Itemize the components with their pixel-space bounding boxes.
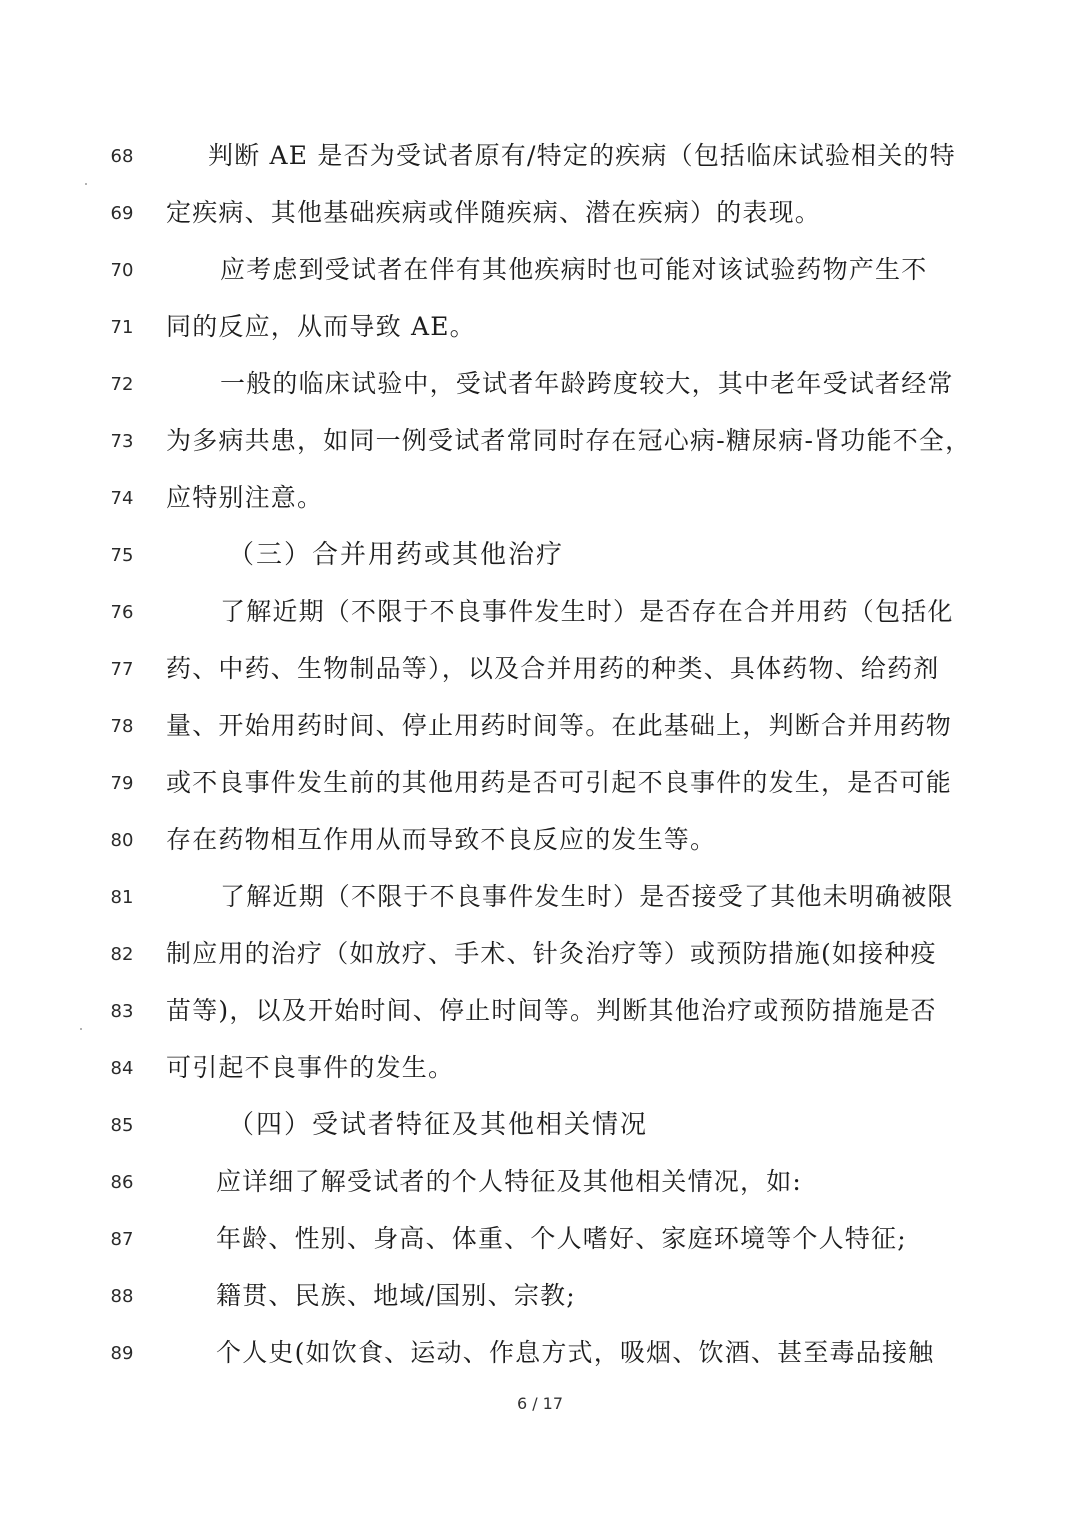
line-88 [0,1276,1080,1316]
line-number: 77 [110,659,134,680]
section-heading: （三）合并用药或其他治疗 [228,540,565,570]
line-number: 78 [110,716,134,737]
section-heading: （四）受试者特征及其他相关情况 [228,1110,649,1140]
line-number: 74 [110,488,134,509]
line-number: 70 [110,260,134,281]
line-text: 应详细了解受试者的个人特征及其他相关情况，如: [216,1167,803,1196]
line-number: 75 [110,545,134,566]
line-number: 87 [110,1229,134,1250]
line-text: 制应用的治疗（如放疗、手术、针灸治疗等）或预防措施(如接种疫 [166,939,937,968]
line-79 [0,763,1080,803]
line-number: 69 [110,203,134,224]
line-number: 83 [110,1001,134,1022]
line-69 [0,193,1080,233]
line-text: 定疾病、其他基础疾病或伴随疾病、潜在疾病）的表现。 [166,198,822,227]
line-77 [0,649,1080,689]
line-71 [0,307,1080,347]
line-text: 同的反应，从而导致 AE。 [166,312,476,341]
line-83 [0,991,1080,1031]
line-number: 85 [110,1115,134,1136]
line-text: 药、中药、生物制品等），以及合并用药的种类、具体药物、给药剂 [166,654,940,683]
line-text: 应考虑到受试者在伴有其他疾病时也可能对该试验药物产生不 [220,255,928,284]
line-85-section-heading [0,1105,1080,1145]
scan-speck [80,1028,82,1030]
line-number: 88 [110,1286,134,1307]
line-text: 年龄、性别、身高、体重、个人嗜好、家庭环境等个人特征; [216,1224,907,1253]
line-number: 76 [110,602,134,623]
line-number: 72 [110,374,134,395]
line-text: 应特别注意。 [166,483,324,512]
scan-speck [85,183,87,185]
line-75-section-heading [0,535,1080,575]
line-70 [0,250,1080,290]
line-84 [0,1048,1080,1088]
line-text: 判断 AE 是否为受试者原有/特定的疾病（包括临床试验相关的特 [208,141,956,170]
line-86 [0,1162,1080,1202]
line-89 [0,1333,1080,1373]
line-76 [0,592,1080,632]
line-number: 71 [110,317,134,338]
line-text: 存在药物相互作用从而导致不良反应的发生等。 [166,825,717,854]
line-text: 了解近期（不限于不良事件发生时）是否存在合并用药（包括化 [220,597,954,626]
line-text: 为多病共患，如同一例受试者常同时存在冠心病-糖尿病-肾功能不全， [166,426,972,455]
line-number: 82 [110,944,134,965]
line-number: 86 [110,1172,134,1193]
line-78 [0,706,1080,746]
line-87 [0,1219,1080,1259]
line-text: 量、开始用药时间、停止用药时间等。在此基础上，判断合并用药物 [166,711,953,740]
line-text: 一般的临床试验中，受试者年龄跨度较大，其中老年受试者经常 [220,369,954,398]
line-81 [0,877,1080,917]
line-number: 89 [110,1343,134,1364]
line-text: 或不良事件发生前的其他用药是否可引起不良事件的发生，是否可能 [166,768,953,797]
line-text: 籍贯、民族、地域/国别、宗教; [216,1281,576,1310]
line-number: 84 [110,1058,134,1079]
line-number: 73 [110,431,134,452]
line-80 [0,820,1080,860]
line-68 [0,136,1080,176]
line-text: 可引起不良事件的发生。 [166,1053,455,1082]
line-number: 80 [110,830,134,851]
line-text: 了解近期（不限于不良事件发生时）是否接受了其他未明确被限 [220,882,954,911]
page-number-footer: 6 / 17 [516,1394,564,1413]
line-72 [0,364,1080,404]
line-number: 68 [110,146,134,167]
line-number: 79 [110,773,134,794]
line-number: 81 [110,887,134,908]
line-text: 苗等)，以及开始时间、停止时间等。判断其他治疗或预防措施是否 [166,996,937,1025]
line-73 [0,421,1080,461]
line-82 [0,934,1080,974]
line-text: 个人史(如饮食、运动、作息方式，吸烟、饮酒、甚至毒品接触 [216,1338,935,1367]
line-74 [0,478,1080,518]
